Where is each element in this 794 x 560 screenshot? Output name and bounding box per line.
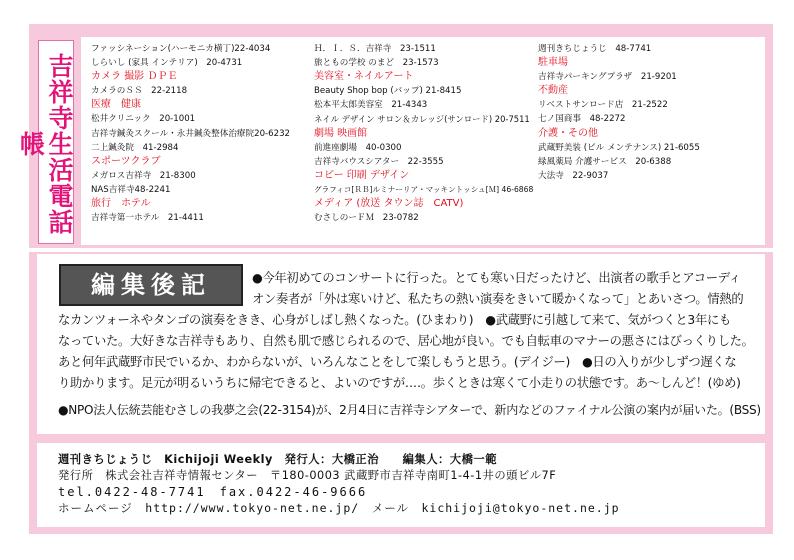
directory-entry: しらいし (家具 インテリア) 20-4731: [91, 58, 243, 69]
directory-category: カメラ 撮影 ＤＰＥ: [91, 71, 178, 83]
directory-entry: 吉祥寺鍼灸スクール・永井鍼灸整体治療院20-6232: [91, 128, 291, 139]
directory-entry: Beauty Shop bop (バップ) 21-8415: [314, 86, 462, 97]
directory-category: メディア (放送 タウン誌 CATV): [314, 198, 464, 210]
masthead-address: 発行所 株式会社吉祥寺情報センター 〒180-0003 武蔵野市吉祥寺南町1-4-1井の頭ビル7F: [58, 469, 557, 482]
directory-entry: 大法寺 22-9037: [538, 170, 609, 181]
directory-entry: 松本平太郎美容室 21-4343: [314, 100, 428, 111]
directory-column-3: [538, 42, 700, 183]
directory-category: 医療 健康: [91, 99, 141, 111]
directory-category: 介護・その他: [538, 127, 598, 139]
note-line: オン奏者が「外は寒いけど、私たちの熱い演奏をきいて暖かくなって」とあいさつ。情熱的: [252, 292, 744, 306]
directory-entry: 緑風薬局 介護サービス 20-6388: [538, 156, 672, 167]
directory-entry: 七ノ国商事 48-2272: [538, 114, 626, 125]
directory-category: 不動産: [538, 85, 568, 97]
directory-category: スポーツクラブ: [91, 155, 161, 167]
directory-entry: 吉祥寺パーキングプラザ 21-9201: [538, 72, 677, 83]
directory-entry: 松井クリニック 20-1001: [91, 114, 196, 125]
directory-title-box: [16, 40, 76, 244]
directory-entry: ファッシネーション(ハーモニカ横丁)22-4034: [91, 44, 271, 54]
directory-column-2: [314, 42, 533, 225]
directory-entry: メガロス吉祥寺 21-8300: [91, 170, 196, 181]
directory-entry: リベストサンロード店 21-2522: [538, 100, 668, 111]
directory-entry: 吉祥寺第一ホテル 21-4411: [91, 213, 204, 224]
note-line: なっていた。大好きな吉祥寺もあり、自然も肌で感じられるので、居心地が良い。でも自転車のマナーの悪さにはびっくりした。: [58, 334, 754, 348]
note-line: ●今年初めてのコンサートに行った。とても寒い日だったけど、出演者の歌手とアコーディ: [252, 271, 741, 285]
note-line: り助かります。足元が明るいうちに帰宅できると、よいのですが‥‥。歩くときは寒くて小走りの状態です。あ〜しんど！(ゆめ): [58, 376, 741, 390]
directory-category: 美容室・ネイルアート: [314, 71, 414, 83]
directory-column-1: [91, 42, 290, 225]
directory-category: 旅行 ホテル: [91, 198, 151, 210]
directory-category: コピー 印刷 デザイン: [314, 169, 410, 181]
masthead-publisher: 週刊きちじょうじ Kichijoji Weekly 発行人：大橋正治 編集人：大橋一範: [58, 453, 497, 466]
directory-entry: 吉祥寺バウスシアター 22-3555: [314, 156, 444, 167]
directory-entry: むさしのーＦＭ 23-0782: [314, 213, 419, 224]
directory-category: 駐車場: [538, 57, 568, 69]
note-line: ●NPO法人伝統芸能むさしの我夢之会(22-3154)が、2月4日に吉祥寺シアターで、新内などのファイナル公演の案内が届いた。(BSS): [58, 403, 761, 417]
directory-entry: Ｈ．Ｉ．Ｓ．吉祥寺 23-1511: [314, 44, 436, 54]
directory-entry: NAS吉祥寺48-2241: [91, 184, 171, 195]
directory-entry: 週刊きちじょうじ 48-7741: [538, 44, 652, 54]
directory-entry: 武蔵野美装 (ビル メンテナンス) 21-6055: [538, 142, 700, 153]
directory-entry: 旅ともの学校 のまど 23-1573: [314, 58, 439, 69]
masthead-phone: tel.0422-48-7741 fax.0422-46-9666: [58, 485, 368, 499]
directory-entry: カメラのＳＳ 22-2118: [91, 86, 188, 97]
directory-entry: 前進座劇場 40-0300: [314, 142, 402, 153]
directory-entry: 二上鍼灸院 41-2984: [91, 142, 179, 153]
directory-entry: ネイル デザイン サロン＆カレッジ(サンロード) 20-7511: [314, 114, 530, 125]
note-line: あと何年武蔵野市民でいるか、わからないが、いろんなことをして楽しもうと思う。(デイジー) ●日の入りが少しずつ遅くな: [58, 355, 737, 369]
directory-title: 吉祥寺生活電話帳: [16, 53, 74, 235]
masthead-web: ホームページ http://www.tokyo-net.ne.jp/ メール kichijoji@tokyo-net.ne.jp: [58, 501, 620, 515]
directory-entry: グラフィコ[ＲＢ]ルミナーリア・マッキントッシュ[Ｍ] 46-6868: [314, 184, 534, 194]
editor-note-heading: 編集後記: [59, 264, 243, 306]
note-line: なカンツォーネやタンゴの演奏をきき、心身がしばし熱くなった。(ひまわり) ●武蔵野に引越して来て、気がつくと3年にも: [58, 313, 731, 327]
directory-category: 劇場 映画館: [314, 127, 368, 139]
